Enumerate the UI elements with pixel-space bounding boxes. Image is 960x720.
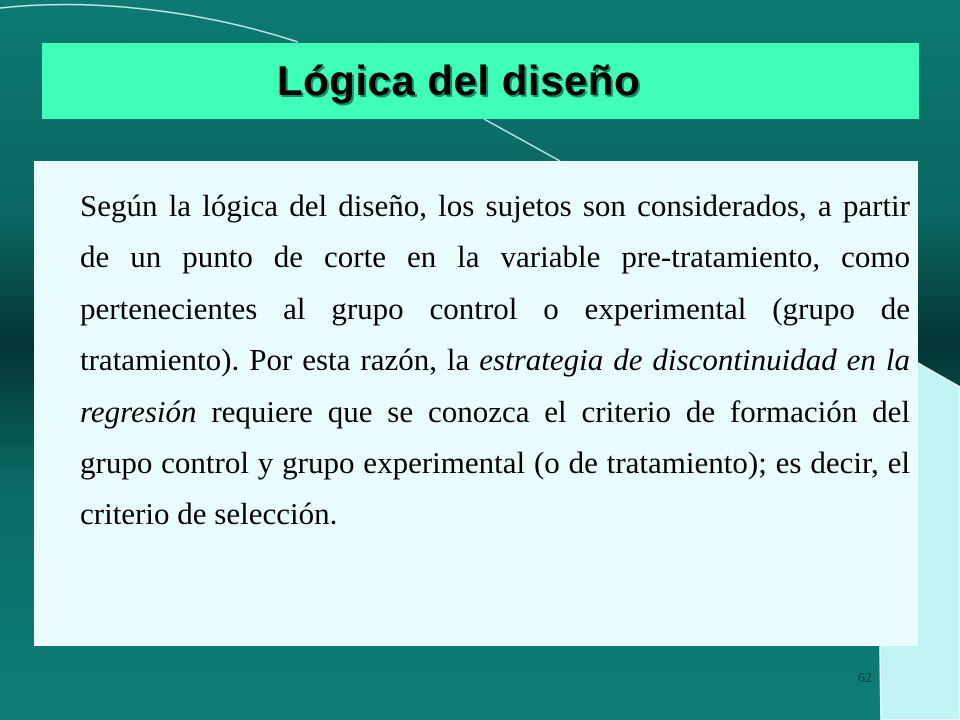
title-bar — [42, 43, 919, 119]
content-box — [34, 161, 918, 646]
decorative-line-diagonal — [484, 119, 560, 161]
body-paragraph — [80, 180, 910, 540]
slide-title: Lógica del diseño — [276, 57, 641, 104]
body-text-emphasis: estrategia de discontinuidad en la regresión — [80, 342, 910, 429]
decorative-arc-top — [0, 5, 298, 42]
slide-number: 62 — [858, 671, 872, 686]
body-text-part1: Según la lógica del diseño, los sujetos son considerados, a partir de un punto de corte en la variable pre-tratamiento, como pertenecientes al grupo control o experimental (grupo de tratamiento). Por esta razón, la — [80, 188, 910, 378]
body-text-part2: requiere que se conozca el criterio de formación del grupo control y grupo experimental (o de tratamiento); es decir, el criterio de selección. — [80, 393, 910, 532]
